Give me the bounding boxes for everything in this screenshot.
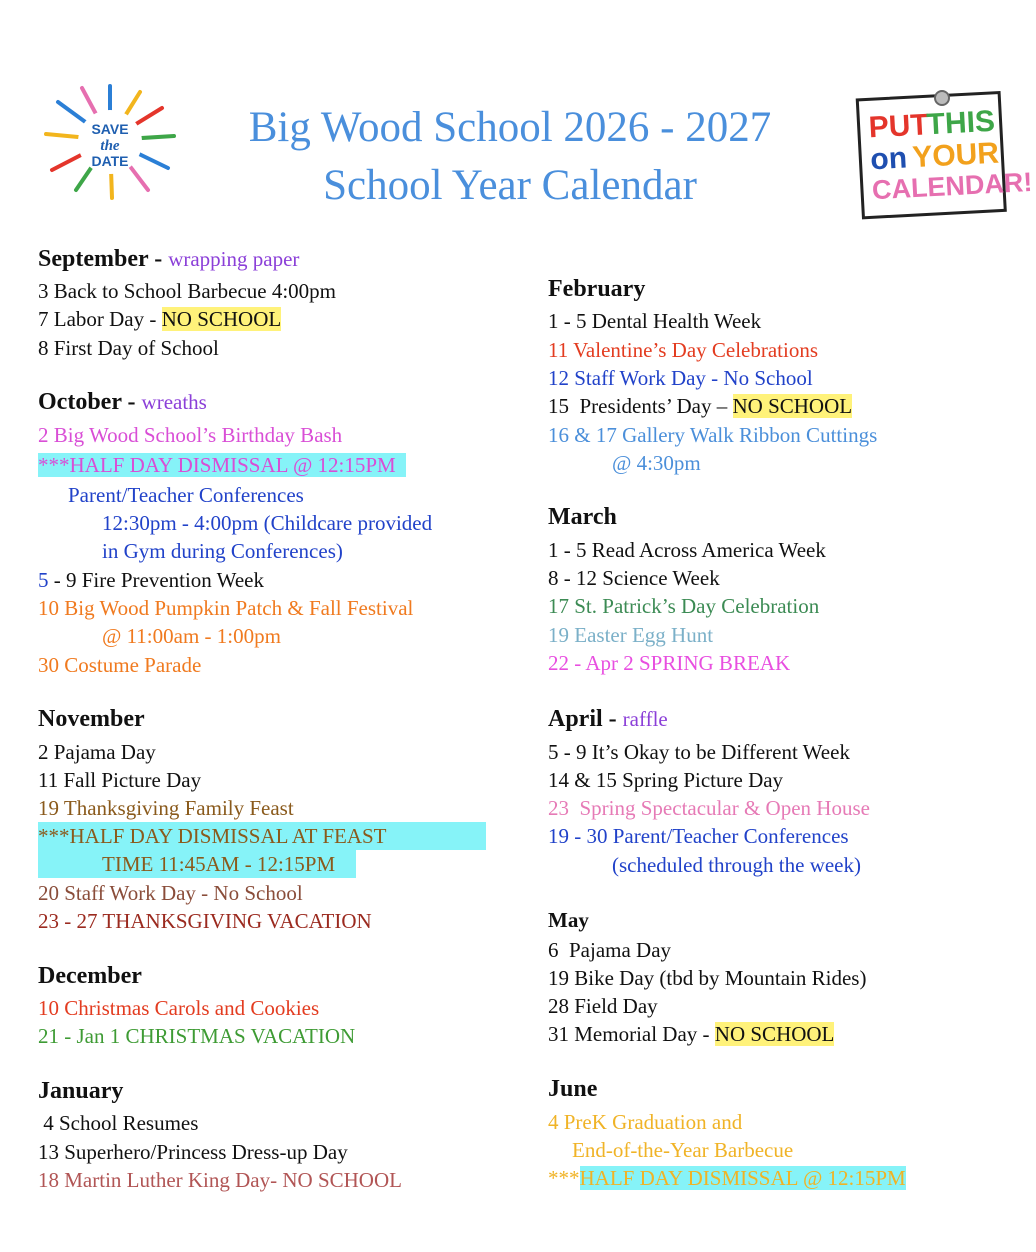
fundraiser-note: raffle (622, 707, 668, 731)
logo-on-text: on (869, 141, 908, 177)
calendar-entry: 21 - Jan 1 CHRISTMAS VACATION (38, 1024, 356, 1048)
page-title: Big Wood School 2026 - 2027 (248, 104, 772, 151)
calendar-entry: 10 Christmas Carols and Cookies (38, 996, 320, 1020)
no-school-highlight: NO SCHOOL (714, 1022, 835, 1046)
calendar-entry: 3 Back to School Barbecue 4:00pm (38, 279, 337, 303)
month-name: September - (38, 246, 169, 272)
calendar-entry: 31 Memorial Day - NO SCHOOL (548, 1022, 835, 1046)
logo-put-text: PUT (867, 108, 930, 145)
calendar-entry: 11 Valentine’s Day Celebrations (548, 338, 819, 362)
month-name: December (38, 963, 142, 989)
calendar-entry: 19 Bike Day (tbd by Mountain Rides) (548, 966, 867, 990)
calendar-entry: in Gym during Conferences) (102, 539, 343, 563)
month-heading-june (548, 1076, 597, 1103)
calendar-entry: 14 & 15 Spring Picture Day (548, 768, 784, 792)
calendar-entry: 2 Pajama Day (38, 740, 156, 764)
calendar-entry: 23 Spring Spectacular & Open House (548, 796, 870, 820)
calendar-entry: @ 4:30pm (612, 451, 701, 475)
month-name: October - (38, 389, 142, 415)
calendar-entry: 17 St. Patrick’s Day Celebration (548, 594, 820, 618)
calendar-entry: (scheduled through the week) (612, 853, 861, 877)
save-the-date-logo (40, 78, 180, 203)
half-day-highlight: HALF DAY DISMISSAL @ 12:15PM (69, 453, 396, 477)
calendar-entry: 12:30pm - 4:00pm (Childcare provided (102, 511, 433, 535)
calendar-entry: 8 First Day of School (38, 336, 219, 360)
calendar-entry: 1 - 5 Dental Health Week (548, 309, 762, 333)
calendar-entry: 23 - 27 THANKSGIVING VACATION (38, 909, 372, 933)
month-name: April - (548, 706, 623, 732)
month-name: June (548, 1076, 598, 1102)
calendar-entry: 10 Big Wood Pumpkin Patch & Fall Festival (38, 596, 414, 620)
half-day-highlight: HALF DAY DISMISSAL @ 12:15PM (579, 1166, 906, 1190)
logo-your-text: YOUR (911, 136, 1000, 175)
calendar-entry: 5 - 9 Fire Prevention Week (38, 568, 264, 592)
calendar-entry: 19 Easter Egg Hunt (548, 623, 714, 647)
logo-save-text: SAVE (91, 121, 129, 137)
month-heading-september (38, 246, 299, 273)
logo-calendar-text: CALENDAR! (871, 166, 1034, 206)
calendar-entry: 20 Staff Work Day - No School (38, 881, 303, 905)
calendar-entry: 18 Martin Luther King Day- NO SCHOOL (38, 1168, 402, 1192)
calendar-entry: 4 PreK Graduation and (548, 1110, 743, 1134)
calendar-entry: ***HALF DAY DISMISSAL @ 12:15PM (38, 451, 406, 479)
logo-the-text: the (100, 138, 120, 154)
calendar-entry: 2 Big Wood School’s Birthday Bash (38, 423, 343, 447)
calendar-entry: 28 Field Day (548, 994, 658, 1018)
calendar-entry: ***HALF DAY DISMISSAL @ 12:15PM (548, 1166, 906, 1190)
calendar-entry: 8 - 12 Science Week (548, 566, 720, 590)
calendar-entry: 6 Pajama Day (548, 938, 672, 962)
month-heading-april (548, 706, 668, 733)
month-name: March (548, 504, 617, 530)
month-name: May (548, 908, 589, 932)
fundraiser-note: wrapping paper (168, 247, 300, 271)
month-heading-december (38, 963, 142, 990)
calendar-entry: 11 Fall Picture Day (38, 768, 202, 792)
logo-this-text: THIS (925, 104, 996, 142)
calendar-entry: @ 11:00am - 1:00pm (102, 624, 281, 648)
month-name: January (38, 1078, 124, 1104)
page-subtitle: School Year Calendar (323, 162, 697, 209)
calendar-entry: 22 - Apr 2 SPRING BREAK (548, 651, 791, 675)
calendar-entry: 30 Costume Parade (38, 653, 202, 677)
calendar-entry: 1 - 5 Read Across America Week (548, 538, 826, 562)
calendar-entry: 12 Staff Work Day - No School (548, 366, 813, 390)
calendar-entry: ***HALF DAY DISMISSAL AT FEAST (38, 822, 486, 850)
month-heading-february (548, 276, 645, 303)
month-name: February (548, 276, 646, 302)
fundraiser-note: wreaths (141, 390, 207, 414)
half-day-highlight: HALF DAY DISMISSAL AT FEAST (69, 824, 387, 848)
logo-date-text: DATE (91, 153, 129, 169)
calendar-entry: Parent/Teacher Conferences (68, 483, 304, 507)
calendar-entry: TIME 11:45AM - 12:15PM (38, 850, 356, 878)
calendar-entry: 4 School Resumes (38, 1111, 199, 1135)
month-heading-october (38, 389, 207, 416)
calendar-entry: 19 - 30 Parent/Teacher Conferences (548, 824, 849, 848)
calendar-entry: 7 Labor Day - NO SCHOOL (38, 307, 282, 331)
month-heading-march (548, 504, 617, 531)
calendar-entry: 13 Superhero/Princess Dress-up Day (38, 1140, 348, 1164)
month-heading-may (548, 908, 589, 933)
calendar-entry: 15 Presidents’ Day – NO SCHOOL (548, 394, 853, 418)
calendar-entry: 19 Thanksgiving Family Feast (38, 796, 294, 820)
calendar-entry: 5 - 9 It’s Okay to be Different Week (548, 740, 850, 764)
calendar-entry: 16 & 17 Gallery Walk Ribbon Cuttings (548, 423, 878, 447)
no-school-highlight: NO SCHOOL (161, 307, 282, 331)
no-school-highlight: NO SCHOOL (732, 394, 853, 418)
put-this-on-your-calendar-logo (854, 86, 1034, 214)
month-name: November (38, 706, 145, 732)
month-heading-january (38, 1078, 123, 1105)
month-heading-november (38, 706, 145, 733)
calendar-entry: End-of-the-Year Barbecue (572, 1138, 794, 1162)
